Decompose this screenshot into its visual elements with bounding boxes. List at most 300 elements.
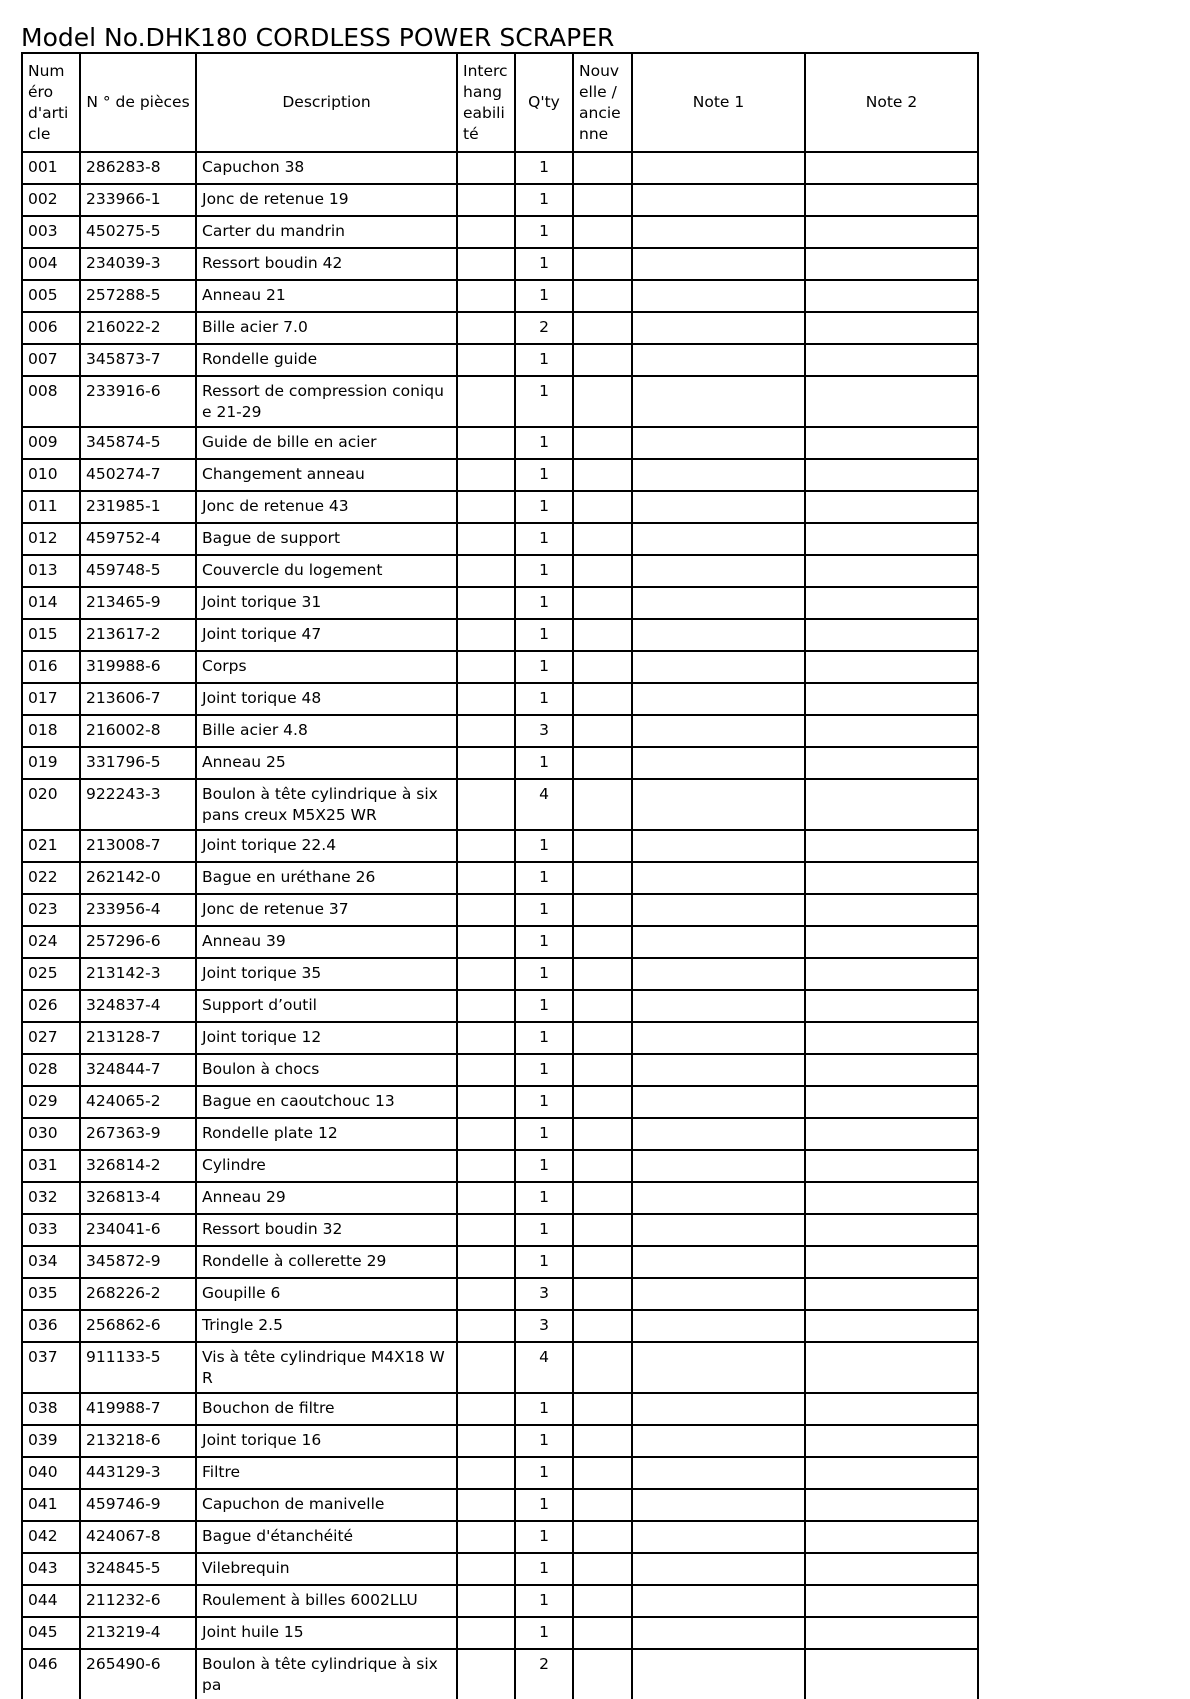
note1-cell (632, 1278, 805, 1310)
note2-cell (805, 715, 978, 747)
description-cell: Rondelle plate 12 (196, 1118, 457, 1150)
part-number-cell: 345874-5 (80, 427, 196, 459)
new-old-cell (573, 651, 632, 683)
quantity-cell: 1 (515, 862, 573, 894)
interchangeability-cell (457, 312, 515, 344)
description-cell: Bague d'étanchéité (196, 1521, 457, 1553)
quantity-cell: 1 (515, 491, 573, 523)
table-row (22, 1521, 978, 1553)
note2-cell (805, 152, 978, 184)
new-old-cell (573, 1457, 632, 1489)
part-number-cell: 257296-6 (80, 926, 196, 958)
interchangeability-cell (457, 894, 515, 926)
table-row (22, 427, 978, 459)
description-cell: Joint torique 16 (196, 1425, 457, 1457)
interchangeability-cell (457, 1150, 515, 1182)
part-number-cell: 216022-2 (80, 312, 196, 344)
new-old-cell (573, 1022, 632, 1054)
item-number-cell: 004 (22, 248, 80, 280)
description-cell: Ressort boudin 42 (196, 248, 457, 280)
note1-cell (632, 1022, 805, 1054)
new-old-cell (573, 312, 632, 344)
note2-cell (805, 491, 978, 523)
note2-cell (805, 1489, 978, 1521)
part-number-cell: 213219-4 (80, 1617, 196, 1649)
part-number-cell: 450274-7 (80, 459, 196, 491)
table-row (22, 216, 978, 248)
part-number-cell: 256862-6 (80, 1310, 196, 1342)
interchangeability-cell (457, 683, 515, 715)
table-row (22, 1086, 978, 1118)
header-note2: Note 2 (805, 53, 978, 152)
part-number-cell: 326814-2 (80, 1150, 196, 1182)
interchangeability-cell (457, 926, 515, 958)
note2-cell (805, 1649, 978, 1699)
note2-cell (805, 1393, 978, 1425)
item-number-cell: 042 (22, 1521, 80, 1553)
note2-cell (805, 1342, 978, 1393)
table-row (22, 1054, 978, 1086)
note2-cell (805, 376, 978, 427)
note2-cell (805, 1214, 978, 1246)
note1-cell (632, 747, 805, 779)
table-row (22, 523, 978, 555)
note2-cell (805, 1246, 978, 1278)
part-number-cell: 213465-9 (80, 587, 196, 619)
quantity-cell: 1 (515, 1118, 573, 1150)
interchangeability-cell (457, 1553, 515, 1585)
new-old-cell (573, 926, 632, 958)
note2-cell (805, 248, 978, 280)
note2-cell (805, 1585, 978, 1617)
note2-cell (805, 651, 978, 683)
note2-cell (805, 1182, 978, 1214)
description-cell: Bague en caoutchouc 13 (196, 1086, 457, 1118)
note1-cell (632, 1457, 805, 1489)
part-number-cell: 233966-1 (80, 184, 196, 216)
header-description: Description (196, 53, 457, 152)
note1-cell (632, 1553, 805, 1585)
table-row (22, 1553, 978, 1585)
table-row (22, 958, 978, 990)
table-row (22, 715, 978, 747)
description-cell: Filtre (196, 1457, 457, 1489)
description-cell: Vilebrequin (196, 1553, 457, 1585)
new-old-cell (573, 1649, 632, 1699)
table-row (22, 376, 978, 427)
item-number-cell: 014 (22, 587, 80, 619)
quantity-cell: 3 (515, 715, 573, 747)
note2-cell (805, 1118, 978, 1150)
quantity-cell: 1 (515, 747, 573, 779)
note2-cell (805, 280, 978, 312)
quantity-cell: 4 (515, 779, 573, 830)
table-row (22, 1585, 978, 1617)
table-row (22, 1425, 978, 1457)
table-row (22, 990, 978, 1022)
part-number-cell: 267363-9 (80, 1118, 196, 1150)
new-old-cell (573, 1489, 632, 1521)
item-number-cell: 029 (22, 1086, 80, 1118)
part-number-cell: 233956-4 (80, 894, 196, 926)
quantity-cell: 1 (515, 1054, 573, 1086)
part-number-cell: 324844-7 (80, 1054, 196, 1086)
description-cell: Cylindre (196, 1150, 457, 1182)
interchangeability-cell (457, 1649, 515, 1699)
note1-cell (632, 1150, 805, 1182)
part-number-cell: 213008-7 (80, 830, 196, 862)
interchangeability-cell (457, 344, 515, 376)
part-number-cell: 424067-8 (80, 1521, 196, 1553)
quantity-cell: 1 (515, 427, 573, 459)
interchangeability-cell (457, 523, 515, 555)
new-old-cell (573, 1054, 632, 1086)
part-number-cell: 268226-2 (80, 1278, 196, 1310)
quantity-cell: 1 (515, 344, 573, 376)
interchangeability-cell (457, 1278, 515, 1310)
item-number-cell: 025 (22, 958, 80, 990)
quantity-cell: 1 (515, 958, 573, 990)
page-title: Model No.DHK180 CORDLESS POWER SCRAPER (21, 23, 615, 52)
note2-cell (805, 1553, 978, 1585)
note2-cell (805, 587, 978, 619)
description-cell: Jonc de retenue 19 (196, 184, 457, 216)
part-number-cell: 922243-3 (80, 779, 196, 830)
new-old-cell (573, 248, 632, 280)
new-old-cell (573, 555, 632, 587)
table-row (22, 1457, 978, 1489)
quantity-cell: 1 (515, 1246, 573, 1278)
note2-cell (805, 830, 978, 862)
quantity-cell: 1 (515, 651, 573, 683)
description-cell: Bague de support (196, 523, 457, 555)
new-old-cell (573, 523, 632, 555)
new-old-cell (573, 1393, 632, 1425)
table-row (22, 894, 978, 926)
note2-cell (805, 1521, 978, 1553)
new-old-cell (573, 184, 632, 216)
note1-cell (632, 1425, 805, 1457)
new-old-cell (573, 1553, 632, 1585)
interchangeability-cell (457, 491, 515, 523)
new-old-cell (573, 683, 632, 715)
part-number-cell: 324845-5 (80, 1553, 196, 1585)
part-number-cell: 213142-3 (80, 958, 196, 990)
item-number-cell: 035 (22, 1278, 80, 1310)
item-number-cell: 041 (22, 1489, 80, 1521)
item-number-cell: 006 (22, 312, 80, 344)
item-number-cell: 008 (22, 376, 80, 427)
description-cell: Goupille 6 (196, 1278, 457, 1310)
part-number-cell: 216002-8 (80, 715, 196, 747)
part-number-cell: 286283-8 (80, 152, 196, 184)
quantity-cell: 4 (515, 1342, 573, 1393)
new-old-cell (573, 619, 632, 651)
description-cell: Roulement à billes 6002LLU (196, 1585, 457, 1617)
quantity-cell: 1 (515, 152, 573, 184)
new-old-cell (573, 894, 632, 926)
note1-cell (632, 1617, 805, 1649)
quantity-cell: 1 (515, 1489, 573, 1521)
description-cell: Tringle 2.5 (196, 1310, 457, 1342)
note2-cell (805, 926, 978, 958)
note2-cell (805, 1457, 978, 1489)
item-number-cell: 015 (22, 619, 80, 651)
part-number-cell: 345873-7 (80, 344, 196, 376)
note2-cell (805, 747, 978, 779)
description-cell: Rondelle guide (196, 344, 457, 376)
quantity-cell: 1 (515, 523, 573, 555)
new-old-cell (573, 862, 632, 894)
table-row (22, 1393, 978, 1425)
new-old-cell (573, 376, 632, 427)
new-old-cell (573, 1246, 632, 1278)
note2-cell (805, 1054, 978, 1086)
description-cell: Anneau 25 (196, 747, 457, 779)
note2-cell (805, 1086, 978, 1118)
part-number-cell: 213606-7 (80, 683, 196, 715)
quantity-cell: 1 (515, 216, 573, 248)
quantity-cell: 1 (515, 1214, 573, 1246)
item-number-cell: 045 (22, 1617, 80, 1649)
header-part-no: N ° de pièces (80, 53, 196, 152)
item-number-cell: 026 (22, 990, 80, 1022)
table-row (22, 651, 978, 683)
description-cell: Joint torique 35 (196, 958, 457, 990)
item-number-cell: 039 (22, 1425, 80, 1457)
note1-cell (632, 555, 805, 587)
interchangeability-cell (457, 747, 515, 779)
note2-cell (805, 184, 978, 216)
part-number-cell: 459748-5 (80, 555, 196, 587)
part-number-cell: 419988-7 (80, 1393, 196, 1425)
header-interchangeability: Interchangeabilité (457, 53, 515, 152)
item-number-cell: 021 (22, 830, 80, 862)
interchangeability-cell (457, 152, 515, 184)
note2-cell (805, 894, 978, 926)
description-cell: Changement anneau (196, 459, 457, 491)
new-old-cell (573, 1182, 632, 1214)
table-row (22, 1310, 978, 1342)
new-old-cell (573, 830, 632, 862)
item-number-cell: 040 (22, 1457, 80, 1489)
description-cell: Bouchon de filtre (196, 1393, 457, 1425)
quantity-cell: 1 (515, 683, 573, 715)
part-number-cell: 443129-3 (80, 1457, 196, 1489)
item-number-cell: 046 (22, 1649, 80, 1699)
interchangeability-cell (457, 1054, 515, 1086)
note2-cell (805, 523, 978, 555)
note1-cell (632, 152, 805, 184)
interchangeability-cell (457, 1246, 515, 1278)
interchangeability-cell (457, 1182, 515, 1214)
interchangeability-cell (457, 1425, 515, 1457)
part-number-cell: 331796-5 (80, 747, 196, 779)
table-row (22, 1150, 978, 1182)
part-number-cell: 459746-9 (80, 1489, 196, 1521)
part-number-cell: 213617-2 (80, 619, 196, 651)
description-cell: Jonc de retenue 37 (196, 894, 457, 926)
quantity-cell: 1 (515, 894, 573, 926)
note2-cell (805, 1310, 978, 1342)
interchangeability-cell (457, 715, 515, 747)
note1-cell (632, 683, 805, 715)
description-cell: Bague en uréthane 26 (196, 862, 457, 894)
quantity-cell: 1 (515, 1150, 573, 1182)
part-number-cell: 424065-2 (80, 1086, 196, 1118)
description-cell: Couvercle du logement (196, 555, 457, 587)
item-number-cell: 032 (22, 1182, 80, 1214)
quantity-cell: 1 (515, 1585, 573, 1617)
interchangeability-cell (457, 958, 515, 990)
interchangeability-cell (457, 779, 515, 830)
note1-cell (632, 491, 805, 523)
note1-cell (632, 1182, 805, 1214)
interchangeability-cell (457, 1086, 515, 1118)
item-number-cell: 020 (22, 779, 80, 830)
header-qty: Q'ty (515, 53, 573, 152)
item-number-cell: 018 (22, 715, 80, 747)
note1-cell (632, 344, 805, 376)
new-old-cell (573, 958, 632, 990)
description-cell: Capuchon 38 (196, 152, 457, 184)
table-row (22, 830, 978, 862)
table-row (22, 459, 978, 491)
table-row (22, 1617, 978, 1649)
table-row (22, 926, 978, 958)
description-cell: Joint torique 48 (196, 683, 457, 715)
description-cell: Boulon à tête cylindrique à six pans creux M5X25 WR (196, 779, 457, 830)
part-number-cell: 213128-7 (80, 1022, 196, 1054)
item-number-cell: 010 (22, 459, 80, 491)
note1-cell (632, 958, 805, 990)
new-old-cell (573, 344, 632, 376)
new-old-cell (573, 715, 632, 747)
note1-cell (632, 830, 805, 862)
part-number-cell: 233916-6 (80, 376, 196, 427)
note1-cell (632, 1118, 805, 1150)
item-number-cell: 019 (22, 747, 80, 779)
item-number-cell: 027 (22, 1022, 80, 1054)
item-number-cell: 038 (22, 1393, 80, 1425)
note1-cell (632, 376, 805, 427)
part-number-cell: 231985-1 (80, 491, 196, 523)
part-number-cell: 459752-4 (80, 523, 196, 555)
new-old-cell (573, 1342, 632, 1393)
quantity-cell: 1 (515, 1393, 573, 1425)
description-cell: Anneau 39 (196, 926, 457, 958)
item-number-cell: 013 (22, 555, 80, 587)
description-cell: Anneau 21 (196, 280, 457, 312)
interchangeability-cell (457, 651, 515, 683)
quantity-cell: 1 (515, 1617, 573, 1649)
new-old-cell (573, 216, 632, 248)
quantity-cell: 1 (515, 1457, 573, 1489)
note2-cell (805, 1022, 978, 1054)
interchangeability-cell (457, 376, 515, 427)
interchangeability-cell (457, 1585, 515, 1617)
note2-cell (805, 990, 978, 1022)
description-cell: Corps (196, 651, 457, 683)
quantity-cell: 3 (515, 1310, 573, 1342)
note1-cell (632, 926, 805, 958)
note1-cell (632, 1393, 805, 1425)
note1-cell (632, 1489, 805, 1521)
interchangeability-cell (457, 427, 515, 459)
item-number-cell: 022 (22, 862, 80, 894)
description-cell: Bille acier 4.8 (196, 715, 457, 747)
part-number-cell: 265490-6 (80, 1649, 196, 1699)
description-cell: Jonc de retenue 43 (196, 491, 457, 523)
note2-cell (805, 1425, 978, 1457)
table-row (22, 1649, 978, 1699)
new-old-cell (573, 1617, 632, 1649)
table-row (22, 248, 978, 280)
table-row (22, 862, 978, 894)
item-number-cell: 037 (22, 1342, 80, 1393)
description-cell: Capuchon de manivelle (196, 1489, 457, 1521)
note2-cell (805, 862, 978, 894)
part-number-cell: 345872-9 (80, 1246, 196, 1278)
interchangeability-cell (457, 248, 515, 280)
item-number-cell: 005 (22, 280, 80, 312)
item-number-cell: 024 (22, 926, 80, 958)
note1-cell (632, 459, 805, 491)
part-number-cell: 324837-4 (80, 990, 196, 1022)
interchangeability-cell (457, 990, 515, 1022)
table-row (22, 344, 978, 376)
table-row (22, 1214, 978, 1246)
table-row (22, 1182, 978, 1214)
note1-cell (632, 1086, 805, 1118)
note1-cell (632, 523, 805, 555)
description-cell: Joint torique 12 (196, 1022, 457, 1054)
description-cell: Joint torique 31 (196, 587, 457, 619)
note1-cell (632, 651, 805, 683)
table-row (22, 587, 978, 619)
table-row (22, 1246, 978, 1278)
part-number-cell: 234041-6 (80, 1214, 196, 1246)
interchangeability-cell (457, 280, 515, 312)
note1-cell (632, 1585, 805, 1617)
quantity-cell: 1 (515, 376, 573, 427)
interchangeability-cell (457, 1457, 515, 1489)
quantity-cell: 1 (515, 1182, 573, 1214)
quantity-cell: 2 (515, 312, 573, 344)
description-cell: Ressort de compression conique 21-29 (196, 376, 457, 427)
note1-cell (632, 990, 805, 1022)
note2-cell (805, 683, 978, 715)
description-cell: Joint torique 47 (196, 619, 457, 651)
item-number-cell: 028 (22, 1054, 80, 1086)
item-number-cell: 036 (22, 1310, 80, 1342)
parts-table-body (22, 152, 978, 1699)
interchangeability-cell (457, 459, 515, 491)
note1-cell (632, 715, 805, 747)
interchangeability-cell (457, 1521, 515, 1553)
table-row (22, 491, 978, 523)
interchangeability-cell (457, 830, 515, 862)
new-old-cell (573, 1118, 632, 1150)
quantity-cell: 1 (515, 555, 573, 587)
note1-cell (632, 312, 805, 344)
new-old-cell (573, 587, 632, 619)
note2-cell (805, 216, 978, 248)
note1-cell (632, 862, 805, 894)
interchangeability-cell (457, 862, 515, 894)
note1-cell (632, 1310, 805, 1342)
quantity-cell: 1 (515, 587, 573, 619)
